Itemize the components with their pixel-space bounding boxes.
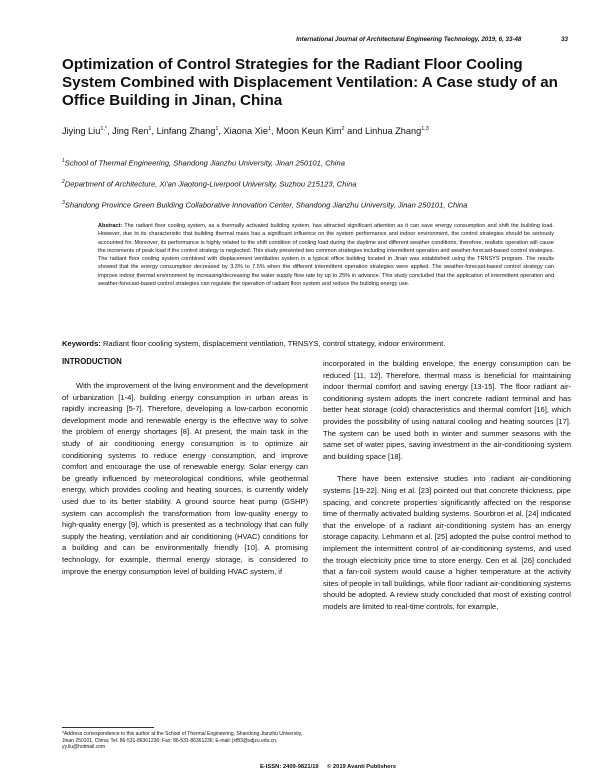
abstract-label: Abstract: [98,223,123,229]
abstract [98,222,554,288]
affiliation-2: $^2$Department of Architecture, Xi'an Jiaotong-Liverpool University, Suzhou 215123, China [62,179,357,189]
paragraph: There have been extensive studies into radiant air-conditioning systems [19-22]. Ning et al. [23] pointed out that concrete thickness, pipe spacing, and concrete properties significantly affected on the response time of thermally activated building systems. Sourbron et al. [24] indicated that the envelope of a radiant air-conditioning system has an energy storage capacity. Lehmann et al. [25] adopted the pulse control method to implement the intermittent control of air-conditioning systems, and used the trough electricity price time to store energy. Cen et al. [26] concluded that a fan-coil system would cause a higher temperature at the activity sites of people in tall buildings, while floor radiant air-conditioning systems should be adopted. A review study concluded that most of existing control models are limited to real-time controls, for example, [323,474,571,611]
running-header [62,36,568,43]
author: Jing Ren$^1$, [112,126,157,137]
right-column [323,358,571,612]
author: Xiaona Xie$^1$, [223,126,277,137]
issn: E-ISSN: 2409-9821/19 [260,764,319,770]
author: Moon Keun Kim$^2$ and [276,126,366,137]
author: Jiying Liu$^{1,*}$, [62,126,113,137]
author: Linfang Zhang$^1$, [156,126,224,137]
paragraph: With the improvement of the living environment and the development of urbanization [1-4], building energy consumption in urban areas is rapidly increasing [5-7]. Therefore, developing a low-carbon economic development mode and renewable energy is the effective way to solve the problem of energy shortages [8]. At present, the main task in the study of air conditioning energy consumption is to optimize air conditioning systems to reduce energy consumption, and improve comfort and encourage the use of renewable energy. Solar energy can be greatly influenced by meteorological conditions, while geothermal energy, which provides cooling and heating sources, is currently widely used due to its better stability. A ground source heat pump (GSHP) system can accomplish the transformation from low-quality energy to high-quality energy [9], which is presented as a technology that can fully supply the heating, ventilation and air conditioning (HVAC) conditions for a building and can be environmentally friendly [10]. A promising technology, for example, thermal energy storage, is considered to improve the energy consumption level of building HVAC system, if [62,381,308,576]
keywords [62,339,570,348]
keywords-label: Keywords: [62,339,101,348]
paragraph: incorporated in the building envelope, the energy consumption can be reduced [11, 12]. Therefore, thermal mass is beneficial for maintaining indoor thermal comfort and saving energy [13-15]. The floor radiant air-conditioning system adopts the inert concrete radiant terminal and has better heat storage (cold) characteristics and thermal comfort [16], which provides the possibility of using natural cooling and heating sources [17]. The system can be used both in winter and summer seasons with the same set of water pipes, saving investment in the air-conditioning system and building space [18]. [323,359,571,461]
page-number: 33 [561,36,568,43]
footnote-divider [62,727,154,728]
keywords-text: Radiant floor cooling system, displacement ventilation, TRNSYS, control strategy, indoor environment. [102,339,446,348]
author: Linhua Zhang$^{1,3}$ [365,126,429,137]
left-column [62,380,308,577]
journal-citation: International Journal of Architectural Engineering Technology, 2019, 6, 33-48 [296,36,522,43]
paper-title: Optimization of Control Strategies for the Radiant Floor Cooling System Combined with Displacement Ventilation: A Case study of an Office Building in Jinan, China [62,56,558,109]
abstract-text: The radiant floor cooling system, as a thermally activated building system, has attracted significant attention as it can save energy consumption and shift the building load. However, due to its characteristic that building thermal mass has a significant influence on the system performance and indoor environment, the control strategies should be seriously accounted for. Moreover, its performance is highly related to the shift condition of cooling load during the daytime and different weather conditions, therefore, realistic operation will cause the increments of peak load if the control strategy is neglected. This study presented two common strategies including intermittent operation and weather-forecast-based control strategies. The radiant floor cooling system combined with displacement ventilation system in a typical office building located in Jinan was established using the TRNSYS program. The results showed that the energy consumption decreased by 3.3% to 7.5% when the different intermittent operation strategies were applied. The weather-forecast-based control strategy can improve indoor thermal environment by increasing/decreasing the water supply flow rate by up to 25% in advance. This study concluded that the application of intermittent operation and weather-forecast-based control strategies can regulate the operation of radiant floor system and reduce the building energy use. [98,223,554,288]
affiliation-1: $^1$School of Thermal Engineering, Shandong Jianzhu University, Jinan 250101, China [62,158,345,168]
author-list [62,126,570,136]
correspondence-footnote: *Address correspondence to this author at the School of Thermal Engineering, Shandong Jianzhu University, Jinan 250101, China; Tel: 86-531-86361236; Fax: 86-531-86361236; E-mail: jxf83@sdjzu.edu.cn, yy.liu@hotmail.com [62,731,303,751]
affiliation-3: $^3$Shandong Province Green Building Collaborative Innovation Center, Shandong Jianzhu University, Jinan 250101, China [62,200,468,210]
section-heading: INTRODUCTION [62,357,122,366]
publisher: © 2019 Avanti Publishers [327,764,396,770]
